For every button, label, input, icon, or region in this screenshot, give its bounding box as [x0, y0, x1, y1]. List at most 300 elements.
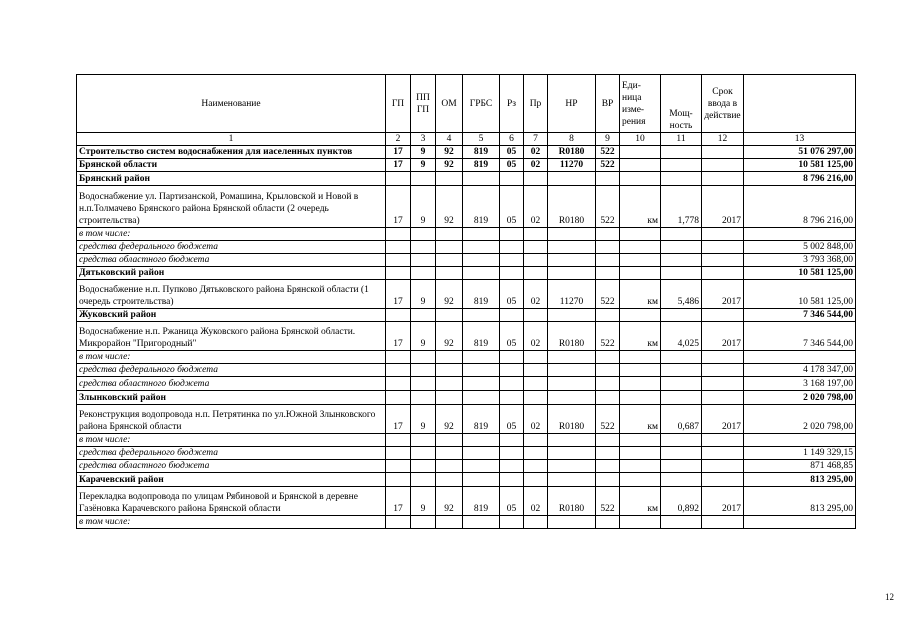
empty-cell	[620, 309, 661, 322]
cell-pp: 9	[411, 487, 436, 516]
empty-cell	[463, 364, 500, 377]
row-name: Брянской области	[77, 159, 386, 172]
empty-cell	[463, 377, 500, 391]
header-grbs: ГРБС	[463, 75, 500, 133]
empty-cell	[620, 172, 661, 186]
header-gp: ГП	[386, 75, 411, 133]
cell-amount: 2 020 798,00	[744, 391, 856, 405]
cell-om: 92	[436, 322, 463, 351]
cell-rz: 05	[500, 322, 524, 351]
empty-cell	[596, 309, 620, 322]
cell-pr: 02	[524, 159, 548, 172]
empty-cell	[661, 351, 702, 364]
empty-cell	[661, 172, 702, 186]
cell-grbs: 819	[463, 405, 500, 434]
table-row	[77, 487, 856, 516]
cell-power	[661, 159, 702, 172]
cell-power: 5,486	[661, 280, 702, 309]
empty-cell	[596, 473, 620, 487]
cell-pr: 02	[524, 322, 548, 351]
empty-cell	[436, 364, 463, 377]
empty-cell	[620, 460, 661, 473]
empty-cell	[436, 460, 463, 473]
empty-cell	[596, 351, 620, 364]
cell-amount: 813 295,00	[744, 473, 856, 487]
empty-cell	[620, 351, 661, 364]
cell-rz: 05	[500, 159, 524, 172]
empty-cell	[620, 447, 661, 460]
empty-cell	[596, 228, 620, 241]
empty-cell	[500, 473, 524, 487]
empty-cell	[661, 364, 702, 377]
cell-om: 92	[436, 280, 463, 309]
budget-source-label: в том числе:	[77, 351, 386, 364]
empty-cell	[436, 473, 463, 487]
row-name: Реконструкция водопровода н.п. Петрятинка по ул.Южной Злынковского района Брянской области	[77, 405, 386, 434]
empty-cell	[620, 516, 661, 529]
empty-cell	[500, 172, 524, 186]
empty-cell	[436, 254, 463, 267]
empty-cell	[436, 351, 463, 364]
table-row	[77, 322, 856, 351]
cell-amount: 1 149 329,15	[744, 447, 856, 460]
cell-grbs: 819	[463, 146, 500, 159]
empty-cell	[596, 377, 620, 391]
cell-power: 4,025	[661, 322, 702, 351]
empty-cell	[548, 351, 596, 364]
cell-vr: 522	[596, 405, 620, 434]
empty-cell	[620, 377, 661, 391]
cell-amount: 51 076 297,00	[744, 146, 856, 159]
empty-cell	[463, 309, 500, 322]
empty-cell	[386, 391, 411, 405]
empty-cell	[524, 391, 548, 405]
empty-cell	[702, 228, 744, 241]
cell-nr: R0180	[548, 487, 596, 516]
empty-cell	[500, 364, 524, 377]
empty-cell	[702, 309, 744, 322]
empty-cell	[548, 434, 596, 447]
cell-gp: 17	[386, 487, 411, 516]
empty-cell	[702, 364, 744, 377]
empty-cell	[463, 351, 500, 364]
col-number: 11	[661, 133, 702, 146]
cell-unit: км	[620, 487, 661, 516]
cell-vr: 522	[596, 159, 620, 172]
subtotal-row	[77, 460, 856, 473]
cell-amount: 5 002 848,00	[744, 241, 856, 254]
subtotal-row	[77, 434, 856, 447]
empty-cell	[411, 254, 436, 267]
budget-source-label: в том числе:	[77, 228, 386, 241]
cell-amount: 8 796 216,00	[744, 172, 856, 186]
col-number: 4	[436, 133, 463, 146]
cell-amount: 10 581 125,00	[744, 280, 856, 309]
empty-cell	[436, 172, 463, 186]
empty-cell	[548, 267, 596, 280]
cell-year: 2017	[702, 405, 744, 434]
subtotal-row	[77, 377, 856, 391]
total-row	[77, 146, 856, 159]
empty-cell	[411, 309, 436, 322]
empty-cell	[411, 391, 436, 405]
empty-cell	[411, 516, 436, 529]
empty-cell	[548, 172, 596, 186]
empty-cell	[548, 473, 596, 487]
row-name: Строительство систем водоснабжения для иаселенных пунктов	[77, 146, 386, 159]
row-name: Водоснабжение н.п. Пупково Дятьковского района Брянской области (1 очередь строительства)	[77, 280, 386, 309]
cell-year: 2017	[702, 186, 744, 228]
empty-cell	[702, 460, 744, 473]
cell-pp: 9	[411, 322, 436, 351]
empty-cell	[702, 241, 744, 254]
empty-cell	[524, 364, 548, 377]
empty-cell	[500, 254, 524, 267]
empty-cell	[463, 228, 500, 241]
empty-cell	[548, 309, 596, 322]
empty-cell	[500, 228, 524, 241]
empty-cell	[411, 364, 436, 377]
cell-pp: 9	[411, 405, 436, 434]
empty-cell	[463, 254, 500, 267]
cell-pp: 9	[411, 186, 436, 228]
empty-cell	[596, 447, 620, 460]
header-om: ОМ	[436, 75, 463, 133]
budget-source-label: средства федерального бюджета	[77, 447, 386, 460]
cell-pp: 9	[411, 280, 436, 309]
budget-source-label: средства областного бюджета	[77, 377, 386, 391]
column-number-row	[77, 133, 856, 146]
empty-cell	[524, 254, 548, 267]
header-nr: НР	[548, 75, 596, 133]
empty-cell	[411, 447, 436, 460]
empty-cell	[500, 267, 524, 280]
empty-cell	[702, 254, 744, 267]
cell-power: 0,892	[661, 487, 702, 516]
empty-cell	[436, 434, 463, 447]
cell-om: 92	[436, 159, 463, 172]
cell-nr: 11270	[548, 159, 596, 172]
empty-cell	[436, 228, 463, 241]
budget-source-label: средства федерального бюджета	[77, 241, 386, 254]
empty-cell	[436, 241, 463, 254]
empty-cell	[524, 434, 548, 447]
empty-cell	[386, 434, 411, 447]
cell-gp: 17	[386, 146, 411, 159]
empty-cell	[661, 228, 702, 241]
subtotal-row	[77, 364, 856, 377]
empty-cell	[500, 309, 524, 322]
empty-cell	[386, 460, 411, 473]
page-number: 12	[885, 592, 894, 602]
empty-cell	[548, 254, 596, 267]
empty-cell	[661, 460, 702, 473]
cell-grbs: 819	[463, 487, 500, 516]
cell-amount	[744, 516, 856, 529]
empty-cell	[463, 391, 500, 405]
cell-vr: 522	[596, 146, 620, 159]
empty-cell	[620, 254, 661, 267]
empty-cell	[548, 447, 596, 460]
cell-gp: 17	[386, 186, 411, 228]
subtotal-row	[77, 228, 856, 241]
empty-cell	[386, 351, 411, 364]
empty-cell	[411, 434, 436, 447]
cell-power: 0,687	[661, 405, 702, 434]
empty-cell	[548, 460, 596, 473]
cell-amount: 7 346 544,00	[744, 322, 856, 351]
header-amount	[744, 75, 856, 133]
empty-cell	[548, 228, 596, 241]
total-row	[77, 473, 856, 487]
cell-year: 2017	[702, 487, 744, 516]
empty-cell	[620, 228, 661, 241]
empty-cell	[661, 254, 702, 267]
header-unit: Еди-ница изме-рения	[620, 75, 661, 133]
district-name: Жуковский район	[77, 309, 386, 322]
empty-cell	[524, 447, 548, 460]
cell-vr: 522	[596, 322, 620, 351]
header-row	[77, 75, 856, 133]
empty-cell	[411, 460, 436, 473]
district-name: Брянский район	[77, 172, 386, 186]
empty-cell	[463, 460, 500, 473]
empty-cell	[500, 447, 524, 460]
cell-om: 92	[436, 487, 463, 516]
empty-cell	[436, 309, 463, 322]
empty-cell	[463, 447, 500, 460]
empty-cell	[386, 516, 411, 529]
empty-cell	[386, 172, 411, 186]
empty-cell	[463, 241, 500, 254]
cell-amount: 3 168 197,00	[744, 377, 856, 391]
empty-cell	[500, 516, 524, 529]
col-number: 9	[596, 133, 620, 146]
empty-cell	[596, 254, 620, 267]
table-row	[77, 405, 856, 434]
empty-cell	[661, 447, 702, 460]
cell-pr: 02	[524, 186, 548, 228]
budget-source-label: в том числе:	[77, 434, 386, 447]
empty-cell	[620, 364, 661, 377]
empty-cell	[411, 377, 436, 391]
header-pp: ПП ГП	[411, 75, 436, 133]
cell-grbs: 819	[463, 280, 500, 309]
empty-cell	[620, 391, 661, 405]
empty-cell	[524, 351, 548, 364]
total-row	[77, 172, 856, 186]
empty-cell	[386, 254, 411, 267]
empty-cell	[702, 434, 744, 447]
empty-cell	[548, 377, 596, 391]
empty-cell	[386, 473, 411, 487]
empty-cell	[661, 391, 702, 405]
empty-cell	[386, 309, 411, 322]
empty-cell	[500, 434, 524, 447]
empty-cell	[386, 267, 411, 280]
empty-cell	[500, 377, 524, 391]
empty-cell	[702, 172, 744, 186]
col-number: 1	[77, 133, 386, 146]
empty-cell	[524, 473, 548, 487]
empty-cell	[548, 391, 596, 405]
cell-amount: 7 346 544,00	[744, 309, 856, 322]
empty-cell	[620, 473, 661, 487]
cell-amount: 8 796 216,00	[744, 186, 856, 228]
cell-nr: R0180	[548, 322, 596, 351]
cell-power: 1,778	[661, 186, 702, 228]
cell-year	[702, 146, 744, 159]
col-number: 12	[702, 133, 744, 146]
cell-amount: 2 020 798,00	[744, 405, 856, 434]
empty-cell	[411, 351, 436, 364]
empty-cell	[702, 267, 744, 280]
empty-cell	[524, 267, 548, 280]
col-number: 13	[744, 133, 856, 146]
empty-cell	[702, 377, 744, 391]
cell-year: 2017	[702, 322, 744, 351]
district-name: Дятьковский район	[77, 267, 386, 280]
total-row	[77, 309, 856, 322]
empty-cell	[548, 364, 596, 377]
cell-nr: R0180	[548, 186, 596, 228]
cell-amount	[744, 434, 856, 447]
header-vr: ВР	[596, 75, 620, 133]
empty-cell	[620, 267, 661, 280]
empty-cell	[436, 377, 463, 391]
empty-cell	[596, 391, 620, 405]
cell-amount	[744, 351, 856, 364]
cell-pp: 9	[411, 146, 436, 159]
cell-amount: 3 793 368,00	[744, 254, 856, 267]
cell-pr: 02	[524, 405, 548, 434]
row-name: Перекладка водопровода по улицам Рябиновой и Брянской в деревне Газёновка Карачевского района Брянской области	[77, 487, 386, 516]
row-name: Водоснабжение н.п. Ржаница Жуковского района Брянской области. Микрорайон "Пригородный"	[77, 322, 386, 351]
cell-rz: 05	[500, 280, 524, 309]
empty-cell	[500, 460, 524, 473]
empty-cell	[463, 516, 500, 529]
table-row	[77, 280, 856, 309]
empty-cell	[386, 447, 411, 460]
empty-cell	[702, 516, 744, 529]
empty-cell	[411, 228, 436, 241]
empty-cell	[596, 172, 620, 186]
empty-cell	[411, 473, 436, 487]
budget-source-label: в том числе:	[77, 516, 386, 529]
cell-gp: 17	[386, 159, 411, 172]
empty-cell	[620, 434, 661, 447]
cell-om: 92	[436, 146, 463, 159]
total-row	[77, 267, 856, 280]
empty-cell	[596, 460, 620, 473]
empty-cell	[661, 516, 702, 529]
district-name: Карачевский район	[77, 473, 386, 487]
empty-cell	[661, 309, 702, 322]
table-row	[77, 186, 856, 228]
cell-unit	[620, 146, 661, 159]
cell-gp: 17	[386, 322, 411, 351]
cell-rz: 05	[500, 186, 524, 228]
empty-cell	[524, 377, 548, 391]
cell-gp: 17	[386, 280, 411, 309]
district-name: Злынковский район	[77, 391, 386, 405]
empty-cell	[661, 473, 702, 487]
col-number: 2	[386, 133, 411, 146]
cell-vr: 522	[596, 487, 620, 516]
empty-cell	[596, 267, 620, 280]
empty-cell	[524, 172, 548, 186]
empty-cell	[436, 447, 463, 460]
col-number: 3	[411, 133, 436, 146]
empty-cell	[661, 434, 702, 447]
cell-nr: 11270	[548, 280, 596, 309]
subtotal-row	[77, 241, 856, 254]
subtotal-row	[77, 447, 856, 460]
cell-amount: 813 295,00	[744, 487, 856, 516]
empty-cell	[463, 267, 500, 280]
cell-vr: 522	[596, 186, 620, 228]
cell-pr: 02	[524, 146, 548, 159]
header-rz: Рз	[500, 75, 524, 133]
cell-grbs: 819	[463, 322, 500, 351]
empty-cell	[702, 447, 744, 460]
empty-cell	[411, 267, 436, 280]
empty-cell	[524, 241, 548, 254]
empty-cell	[661, 267, 702, 280]
empty-cell	[548, 241, 596, 254]
empty-cell	[386, 228, 411, 241]
header-power: Мощ-ность	[661, 75, 702, 133]
empty-cell	[524, 228, 548, 241]
budget-source-label: средства федерального бюджета	[77, 364, 386, 377]
total-row	[77, 391, 856, 405]
empty-cell	[463, 473, 500, 487]
header-pr: Пр	[524, 75, 548, 133]
empty-cell	[463, 172, 500, 186]
row-name: Водоснабжение ул. Партизанской, Ромашина, Крыловской и Новой в н.п.Толмачево Брянского района Брянской области (2 очередь строительства)	[77, 186, 386, 228]
cell-rz: 05	[500, 487, 524, 516]
cell-gp: 17	[386, 405, 411, 434]
cell-unit: км	[620, 322, 661, 351]
empty-cell	[436, 267, 463, 280]
total-row	[77, 159, 856, 172]
empty-cell	[386, 364, 411, 377]
cell-unit: км	[620, 405, 661, 434]
empty-cell	[500, 391, 524, 405]
empty-cell	[702, 473, 744, 487]
cell-amount: 10 581 125,00	[744, 267, 856, 280]
empty-cell	[596, 241, 620, 254]
cell-amount: 871 468,85	[744, 460, 856, 473]
cell-grbs: 819	[463, 159, 500, 172]
header-term: Срок ввода в действие	[702, 75, 744, 133]
cell-om: 92	[436, 405, 463, 434]
empty-cell	[661, 377, 702, 391]
empty-cell	[436, 516, 463, 529]
empty-cell	[524, 516, 548, 529]
cell-vr: 522	[596, 280, 620, 309]
empty-cell	[596, 364, 620, 377]
col-number: 7	[524, 133, 548, 146]
empty-cell	[661, 241, 702, 254]
empty-cell	[548, 516, 596, 529]
cell-nr: R0180	[548, 405, 596, 434]
subtotal-row	[77, 254, 856, 267]
cell-rz: 05	[500, 405, 524, 434]
cell-unit: км	[620, 280, 661, 309]
cell-rz: 05	[500, 146, 524, 159]
budget-source-label: средства областного бюджета	[77, 460, 386, 473]
